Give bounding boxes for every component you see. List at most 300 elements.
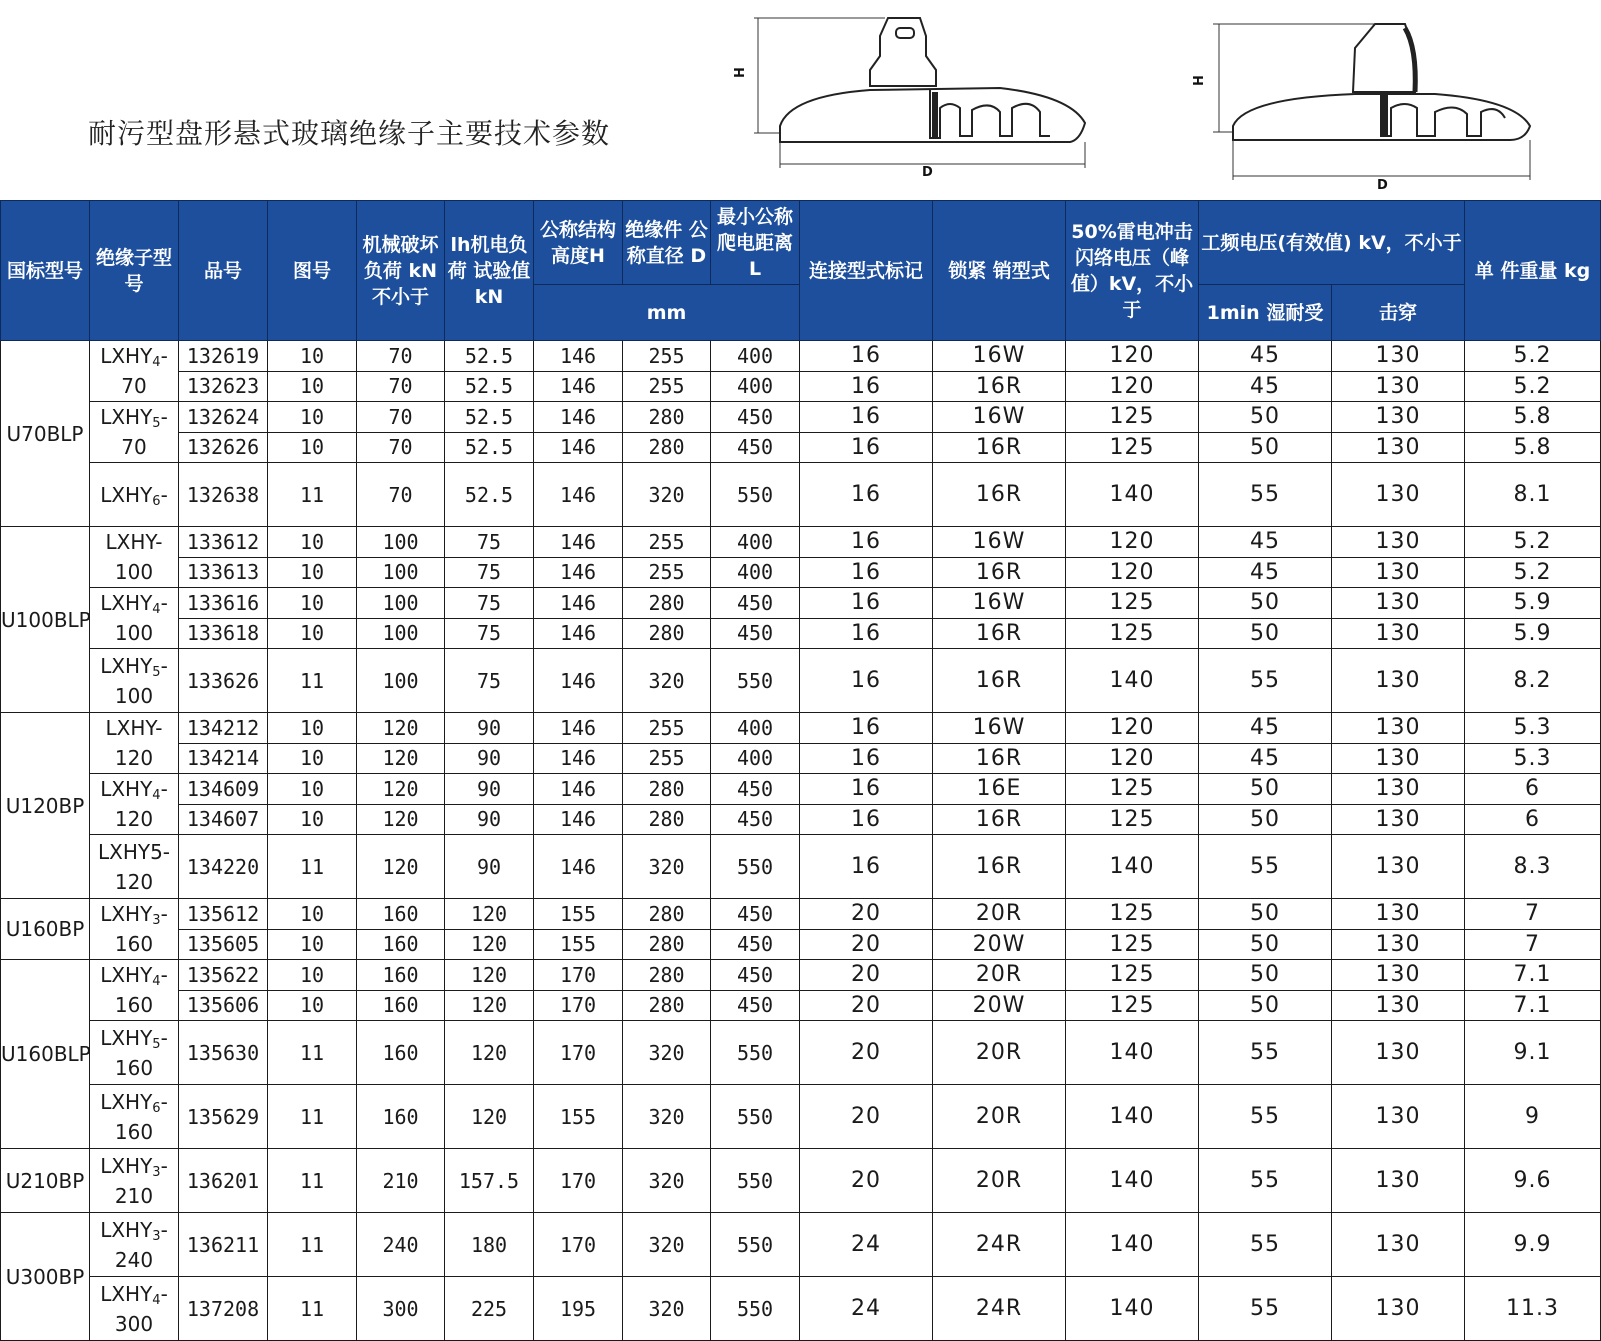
diameter-cell: 280 bbox=[623, 899, 711, 930]
diameter-cell: 255 bbox=[623, 743, 711, 774]
weight-cell: 5.8 bbox=[1465, 402, 1601, 433]
creepage-cell: 550 bbox=[711, 1149, 800, 1213]
item-no-cell: 135622 bbox=[179, 960, 268, 991]
creepage-cell: 400 bbox=[711, 527, 800, 558]
lock-cell: 24R bbox=[933, 1213, 1066, 1277]
fig-no-cell: 11 bbox=[268, 835, 357, 899]
mech-load-cell: 160 bbox=[357, 1021, 445, 1085]
header-unit-mm: mm bbox=[534, 285, 800, 341]
puncture-cell: 130 bbox=[1332, 743, 1465, 774]
lightning-cell: 125 bbox=[1066, 402, 1199, 433]
mech-load-cell: 70 bbox=[357, 341, 445, 372]
wet-withstand-cell: 50 bbox=[1199, 899, 1332, 930]
std-model-cell: U100BLP bbox=[1, 527, 90, 713]
model-base: LXHY bbox=[100, 902, 153, 926]
lightning-cell: 125 bbox=[1066, 804, 1199, 835]
fig-no-cell: 10 bbox=[268, 990, 357, 1021]
fig-no-cell: 10 bbox=[268, 960, 357, 991]
insulator-model-cell: $LXHY_4-$ 300 bbox=[90, 1277, 179, 1341]
mech-load-cell: 240 bbox=[357, 1213, 445, 1277]
mech-load-cell: 70 bbox=[357, 432, 445, 463]
model-suffix: 160 bbox=[114, 1119, 154, 1144]
table-row bbox=[1, 743, 1601, 774]
test-load-cell: 90 bbox=[445, 774, 534, 805]
mech-load-cell: 120 bbox=[357, 835, 445, 899]
fig-no-cell: 10 bbox=[268, 618, 357, 649]
coupling-cell: 16 bbox=[800, 341, 933, 372]
creepage-cell: 550 bbox=[711, 1021, 800, 1085]
wet-withstand-cell: 50 bbox=[1199, 929, 1332, 960]
wet-withstand-cell: 50 bbox=[1199, 960, 1332, 991]
height-cell: 155 bbox=[534, 929, 623, 960]
height-cell: 170 bbox=[534, 1213, 623, 1277]
header-height: 公称结构高度H bbox=[534, 201, 623, 285]
diameter-cell: 280 bbox=[623, 402, 711, 433]
std-model-cell: U120BP bbox=[1, 713, 90, 899]
insulator-model-cell: $LXHY_5-$ 160 bbox=[90, 1021, 179, 1085]
model-suffix: 70 bbox=[121, 435, 147, 459]
height-cell: 155 bbox=[534, 1085, 623, 1149]
diameter-cell: 320 bbox=[623, 1213, 711, 1277]
model-suffix: 210 bbox=[114, 1183, 154, 1208]
coupling-cell: 20 bbox=[800, 1149, 933, 1213]
insulator-model-cell: $LXHY_3-$ 160 bbox=[90, 899, 179, 960]
wet-withstand-cell: 50 bbox=[1199, 774, 1332, 805]
lightning-cell: 125 bbox=[1066, 899, 1199, 930]
lightning-cell: 140 bbox=[1066, 1085, 1199, 1149]
coupling-cell: 16 bbox=[800, 649, 933, 713]
puncture-cell: 130 bbox=[1332, 1021, 1465, 1085]
height-cell: 146 bbox=[534, 649, 623, 713]
insulator-model-cell bbox=[90, 527, 179, 588]
diameter-cell: 320 bbox=[623, 835, 711, 899]
diameter-cell: 280 bbox=[623, 929, 711, 960]
coupling-cell: 16 bbox=[800, 463, 933, 527]
model-subscript: 6 bbox=[152, 493, 161, 509]
fig-no-cell: 10 bbox=[268, 929, 357, 960]
puncture-cell: 130 bbox=[1332, 1213, 1465, 1277]
wet-withstand-cell: 55 bbox=[1199, 835, 1332, 899]
mech-load-cell: 120 bbox=[357, 713, 445, 744]
test-load-cell: 120 bbox=[445, 960, 534, 991]
puncture-cell: 130 bbox=[1332, 527, 1465, 558]
fig-no-cell: 10 bbox=[268, 432, 357, 463]
model-suffix: 100 bbox=[114, 621, 154, 645]
model-subscript: 3 bbox=[152, 1228, 161, 1244]
height-cell: 146 bbox=[534, 557, 623, 588]
lock-cell: 16W bbox=[933, 527, 1066, 558]
model-suffix: 70 bbox=[121, 374, 147, 398]
weight-cell: 5.3 bbox=[1465, 743, 1601, 774]
wet-withstand-cell: 55 bbox=[1199, 1277, 1332, 1341]
h-label: H bbox=[733, 67, 748, 78]
wet-withstand-cell: 45 bbox=[1199, 743, 1332, 774]
puncture-cell: 130 bbox=[1332, 463, 1465, 527]
table-row bbox=[1, 1213, 1601, 1277]
coupling-cell: 20 bbox=[800, 990, 933, 1021]
weight-cell: 9.6 bbox=[1465, 1149, 1601, 1213]
mech-load-cell: 160 bbox=[357, 960, 445, 991]
test-load-cell: 90 bbox=[445, 804, 534, 835]
fig-no-cell: 10 bbox=[268, 804, 357, 835]
coupling-cell: 16 bbox=[800, 557, 933, 588]
lightning-cell: 140 bbox=[1066, 1277, 1199, 1341]
item-no-cell: 133612 bbox=[179, 527, 268, 558]
table-row bbox=[1, 649, 1601, 713]
height-cell: 170 bbox=[534, 990, 623, 1021]
coupling-cell: 20 bbox=[800, 899, 933, 930]
puncture-cell: 130 bbox=[1332, 960, 1465, 991]
lightning-cell: 140 bbox=[1066, 1021, 1199, 1085]
lightning-cell: 125 bbox=[1066, 774, 1199, 805]
table-row bbox=[1, 618, 1601, 649]
weight-cell: 7.1 bbox=[1465, 960, 1601, 991]
diameter-cell: 255 bbox=[623, 371, 711, 402]
creepage-cell: 400 bbox=[711, 341, 800, 372]
weight-cell: 5.8 bbox=[1465, 432, 1601, 463]
model-suffix: 100 bbox=[114, 683, 154, 708]
model-subscript: 4 bbox=[152, 355, 161, 370]
creepage-cell: 400 bbox=[711, 713, 800, 744]
diameter-cell: 280 bbox=[623, 804, 711, 835]
puncture-cell: 130 bbox=[1332, 588, 1465, 619]
lightning-cell: 125 bbox=[1066, 618, 1199, 649]
puncture-cell: 130 bbox=[1332, 649, 1465, 713]
item-no-cell: 134214 bbox=[179, 743, 268, 774]
fig-no-cell: 10 bbox=[268, 402, 357, 433]
lightning-cell: 120 bbox=[1066, 527, 1199, 558]
mech-load-cell: 160 bbox=[357, 990, 445, 1021]
diameter-cell: 280 bbox=[623, 432, 711, 463]
lightning-cell: 140 bbox=[1066, 835, 1199, 899]
height-cell: 146 bbox=[534, 527, 623, 558]
table-row bbox=[1, 1277, 1601, 1341]
lock-cell: 16W bbox=[933, 402, 1066, 433]
mech-load-cell: 300 bbox=[357, 1277, 445, 1341]
lightning-cell: 140 bbox=[1066, 649, 1199, 713]
test-load-cell: 52.5 bbox=[445, 432, 534, 463]
test-load-cell: 90 bbox=[445, 713, 534, 744]
item-no-cell: 135606 bbox=[179, 990, 268, 1021]
weight-cell: 5.3 bbox=[1465, 713, 1601, 744]
insulator-model-cell: $LXHY_6-$ 160 bbox=[90, 1085, 179, 1149]
mech-load-cell: 100 bbox=[357, 588, 445, 619]
fig-no-cell: 10 bbox=[268, 588, 357, 619]
item-no-cell: 133618 bbox=[179, 618, 268, 649]
lock-cell: 16E bbox=[933, 774, 1066, 805]
height-cell: 146 bbox=[534, 774, 623, 805]
fig-no-cell: 10 bbox=[268, 899, 357, 930]
d-label: D bbox=[1377, 178, 1388, 193]
creepage-cell: 550 bbox=[711, 1085, 800, 1149]
lock-cell: 16R bbox=[933, 557, 1066, 588]
weight-cell: 5.2 bbox=[1465, 557, 1601, 588]
mech-load-cell: 70 bbox=[357, 463, 445, 527]
insulator-model-cell: $LXHY_6-$ bbox=[90, 463, 179, 527]
height-cell: 170 bbox=[534, 1149, 623, 1213]
diameter-cell: 280 bbox=[623, 990, 711, 1021]
header-mech-load: 机械破坏负荷 kN 不小于 bbox=[357, 201, 445, 341]
coupling-cell: 16 bbox=[800, 774, 933, 805]
item-no-cell: 135630 bbox=[179, 1021, 268, 1085]
weight-cell: 9 bbox=[1465, 1085, 1601, 1149]
fig-no-cell: 10 bbox=[268, 527, 357, 558]
mech-load-cell: 70 bbox=[357, 371, 445, 402]
table-row bbox=[1, 432, 1601, 463]
table-row bbox=[1, 899, 1601, 930]
fig-no-cell: 11 bbox=[268, 1149, 357, 1213]
header-lightning: 50%雷电冲击闪络电压（峰值）kV，不小于 bbox=[1066, 201, 1199, 341]
fig-no-cell: 11 bbox=[268, 1085, 357, 1149]
std-model-cell: U210BP bbox=[1, 1149, 90, 1213]
coupling-cell: 20 bbox=[800, 929, 933, 960]
h-label: H bbox=[1192, 75, 1207, 86]
insulator-model-cell: $LXHY_4-$ 70 bbox=[90, 341, 179, 402]
model-base: LXHY bbox=[100, 963, 153, 987]
weight-cell: 8.2 bbox=[1465, 649, 1601, 713]
wet-withstand-cell: 55 bbox=[1199, 1213, 1332, 1277]
item-no-cell: 134220 bbox=[179, 835, 268, 899]
std-model-cell: U300BP bbox=[1, 1213, 90, 1341]
model-suffix: 300 bbox=[114, 1311, 154, 1336]
item-no-cell: 135612 bbox=[179, 899, 268, 930]
insulator-model-cell: $LXHY_5-$ 70 bbox=[90, 402, 179, 463]
table-row bbox=[1, 527, 1601, 558]
mech-load-cell: 100 bbox=[357, 649, 445, 713]
lock-cell: 16R bbox=[933, 649, 1066, 713]
insulator-model-cell bbox=[90, 713, 179, 774]
fig-no-cell: 11 bbox=[268, 649, 357, 713]
model-base: LXHY bbox=[100, 1281, 153, 1306]
weight-cell: 8.3 bbox=[1465, 835, 1601, 899]
item-no-cell: 135605 bbox=[179, 929, 268, 960]
header-power-freq: 工频电压(有效值) kV，不小于 bbox=[1199, 201, 1465, 285]
lock-cell: 20R bbox=[933, 899, 1066, 930]
weight-cell: 6 bbox=[1465, 774, 1601, 805]
std-model-cell: U160BP bbox=[1, 899, 90, 960]
lock-cell: 16W bbox=[933, 713, 1066, 744]
creepage-cell: 450 bbox=[711, 899, 800, 930]
lock-cell: 16R bbox=[933, 432, 1066, 463]
creepage-cell: 550 bbox=[711, 835, 800, 899]
wet-withstand-cell: 45 bbox=[1199, 557, 1332, 588]
coupling-cell: 16 bbox=[800, 713, 933, 744]
height-cell: 146 bbox=[534, 835, 623, 899]
model-suffix: 120 bbox=[114, 869, 154, 894]
model-subscript: 3 bbox=[152, 913, 161, 928]
diameter-cell: 280 bbox=[623, 588, 711, 619]
header-creepage: 最小公称爬电距离L bbox=[711, 201, 800, 285]
model-suffix: 120 bbox=[114, 807, 154, 831]
test-load-cell: 75 bbox=[445, 618, 534, 649]
puncture-cell: 130 bbox=[1332, 618, 1465, 649]
header-wet: 1min 湿耐受 bbox=[1199, 285, 1332, 341]
lock-cell: 16R bbox=[933, 743, 1066, 774]
coupling-cell: 20 bbox=[800, 1021, 933, 1085]
item-no-cell: 132626 bbox=[179, 432, 268, 463]
test-load-cell: 157.5 bbox=[445, 1149, 534, 1213]
wet-withstand-cell: 45 bbox=[1199, 371, 1332, 402]
mech-load-cell: 100 bbox=[357, 527, 445, 558]
height-cell: 146 bbox=[534, 743, 623, 774]
table-row bbox=[1, 371, 1601, 402]
lock-cell: 20R bbox=[933, 1085, 1066, 1149]
diameter-cell: 320 bbox=[623, 649, 711, 713]
model-subscript: 3 bbox=[152, 1164, 161, 1180]
header-item-no: 品号 bbox=[179, 201, 268, 341]
height-cell: 155 bbox=[534, 899, 623, 930]
model-suffix: 120 bbox=[114, 746, 154, 770]
coupling-cell: 16 bbox=[800, 743, 933, 774]
coupling-cell: 16 bbox=[800, 618, 933, 649]
creepage-cell: 450 bbox=[711, 990, 800, 1021]
height-cell: 170 bbox=[534, 1021, 623, 1085]
model-subscript: 4 bbox=[152, 788, 161, 803]
height-cell: 146 bbox=[534, 713, 623, 744]
test-load-cell: 75 bbox=[445, 557, 534, 588]
lightning-cell: 120 bbox=[1066, 713, 1199, 744]
coupling-cell: 16 bbox=[800, 402, 933, 433]
lock-cell: 20R bbox=[933, 960, 1066, 991]
insulator-model-cell: $LXHY_5-$ 100 bbox=[90, 649, 179, 713]
creepage-cell: 450 bbox=[711, 929, 800, 960]
coupling-cell: 16 bbox=[800, 588, 933, 619]
creepage-cell: 450 bbox=[711, 774, 800, 805]
lightning-cell: 140 bbox=[1066, 1213, 1199, 1277]
creepage-cell: 400 bbox=[711, 743, 800, 774]
creepage-cell: 450 bbox=[711, 960, 800, 991]
item-no-cell: 134607 bbox=[179, 804, 268, 835]
wet-withstand-cell: 50 bbox=[1199, 588, 1332, 619]
table-row bbox=[1, 990, 1601, 1021]
mech-load-cell: 100 bbox=[357, 557, 445, 588]
wet-withstand-cell: 55 bbox=[1199, 463, 1332, 527]
diameter-cell: 320 bbox=[623, 463, 711, 527]
lock-cell: 16R bbox=[933, 618, 1066, 649]
test-load-cell: 52.5 bbox=[445, 341, 534, 372]
model-base: LXHY bbox=[100, 1089, 153, 1114]
diameter-cell: 255 bbox=[623, 527, 711, 558]
table-row bbox=[1, 557, 1601, 588]
height-cell: 146 bbox=[534, 432, 623, 463]
puncture-cell: 130 bbox=[1332, 835, 1465, 899]
test-load-cell: 120 bbox=[445, 929, 534, 960]
lightning-cell: 120 bbox=[1066, 743, 1199, 774]
model-base: LXHY bbox=[100, 482, 153, 507]
insulator-diagram-left bbox=[733, 8, 1120, 183]
diameter-cell: 280 bbox=[623, 960, 711, 991]
table-row bbox=[1, 1149, 1601, 1213]
fig-no-cell: 11 bbox=[268, 1213, 357, 1277]
model-base: LXHY bbox=[100, 777, 153, 801]
puncture-cell: 130 bbox=[1332, 899, 1465, 930]
height-cell: 146 bbox=[534, 463, 623, 527]
item-no-cell: 132638 bbox=[179, 463, 268, 527]
model-base: LXHY bbox=[100, 591, 153, 615]
diameter-cell: 280 bbox=[623, 774, 711, 805]
header-fig-no: 图号 bbox=[268, 201, 357, 341]
lightning-cell: 125 bbox=[1066, 929, 1199, 960]
mech-load-cell: 120 bbox=[357, 743, 445, 774]
model-suffix: 100 bbox=[114, 560, 154, 584]
diameter-cell: 320 bbox=[623, 1277, 711, 1341]
mech-load-cell: 160 bbox=[357, 929, 445, 960]
page-title: 耐污型盘形悬式玻璃绝缘子主要技术参数 bbox=[88, 117, 611, 150]
item-no-cell: 134609 bbox=[179, 774, 268, 805]
mech-load-cell: 120 bbox=[357, 804, 445, 835]
lock-cell: 16R bbox=[933, 371, 1066, 402]
model-base: LXHY- bbox=[105, 716, 163, 740]
item-no-cell: 137208 bbox=[179, 1277, 268, 1341]
weight-cell: 5.9 bbox=[1465, 588, 1601, 619]
model-base: LXHY5- bbox=[97, 839, 171, 864]
insulator-model-cell: $LXHY_4-$ 120 bbox=[90, 774, 179, 835]
fig-no-cell: 10 bbox=[268, 774, 357, 805]
model-subscript: 5 bbox=[152, 416, 161, 431]
table-row bbox=[1, 835, 1601, 899]
table-row bbox=[1, 341, 1601, 372]
wet-withstand-cell: 50 bbox=[1199, 402, 1332, 433]
puncture-cell: 130 bbox=[1332, 774, 1465, 805]
coupling-cell: 16 bbox=[800, 371, 933, 402]
model-subscript: 5 bbox=[152, 1036, 161, 1052]
puncture-cell: 130 bbox=[1332, 371, 1465, 402]
creepage-cell: 450 bbox=[711, 588, 800, 619]
lightning-cell: 120 bbox=[1066, 557, 1199, 588]
model-base: LXHY bbox=[100, 1217, 153, 1242]
test-load-cell: 120 bbox=[445, 1021, 534, 1085]
wet-withstand-cell: 50 bbox=[1199, 432, 1332, 463]
test-load-cell: 52.5 bbox=[445, 371, 534, 402]
item-no-cell: 133616 bbox=[179, 588, 268, 619]
table-row bbox=[1, 463, 1601, 527]
wet-withstand-cell: 50 bbox=[1199, 618, 1332, 649]
lock-cell: 16R bbox=[933, 463, 1066, 527]
wet-withstand-cell: 55 bbox=[1199, 1149, 1332, 1213]
fig-no-cell: 10 bbox=[268, 341, 357, 372]
puncture-cell: 130 bbox=[1332, 402, 1465, 433]
creepage-cell: 400 bbox=[711, 371, 800, 402]
weight-cell: 7 bbox=[1465, 899, 1601, 930]
diameter-cell: 320 bbox=[623, 1021, 711, 1085]
model-subscript: 4 bbox=[152, 602, 161, 617]
lightning-cell: 125 bbox=[1066, 990, 1199, 1021]
test-load-cell: 90 bbox=[445, 835, 534, 899]
model-subscript: 4 bbox=[152, 974, 161, 989]
model-suffix: 240 bbox=[114, 1247, 154, 1272]
std-model-cell: U70BLP bbox=[1, 341, 90, 527]
coupling-cell: 20 bbox=[800, 960, 933, 991]
weight-cell: 7 bbox=[1465, 929, 1601, 960]
lightning-cell: 125 bbox=[1066, 432, 1199, 463]
test-load-cell: 225 bbox=[445, 1277, 534, 1341]
item-no-cell: 132623 bbox=[179, 371, 268, 402]
header-coupling: 连接型式标记 bbox=[800, 201, 933, 341]
lightning-cell: 120 bbox=[1066, 341, 1199, 372]
coupling-cell: 16 bbox=[800, 527, 933, 558]
creepage-cell: 550 bbox=[711, 649, 800, 713]
insulator-model-cell: $LXHY_3-$ 240 bbox=[90, 1213, 179, 1277]
mech-load-cell: 70 bbox=[357, 402, 445, 433]
lightning-cell: 140 bbox=[1066, 1149, 1199, 1213]
table-row bbox=[1, 402, 1601, 433]
lock-cell: 20R bbox=[933, 1149, 1066, 1213]
diameter-cell: 255 bbox=[623, 713, 711, 744]
header-std-model: 国标型号 bbox=[1, 201, 90, 341]
creepage-cell: 400 bbox=[711, 557, 800, 588]
creepage-cell: 450 bbox=[711, 402, 800, 433]
wet-withstand-cell: 50 bbox=[1199, 804, 1332, 835]
